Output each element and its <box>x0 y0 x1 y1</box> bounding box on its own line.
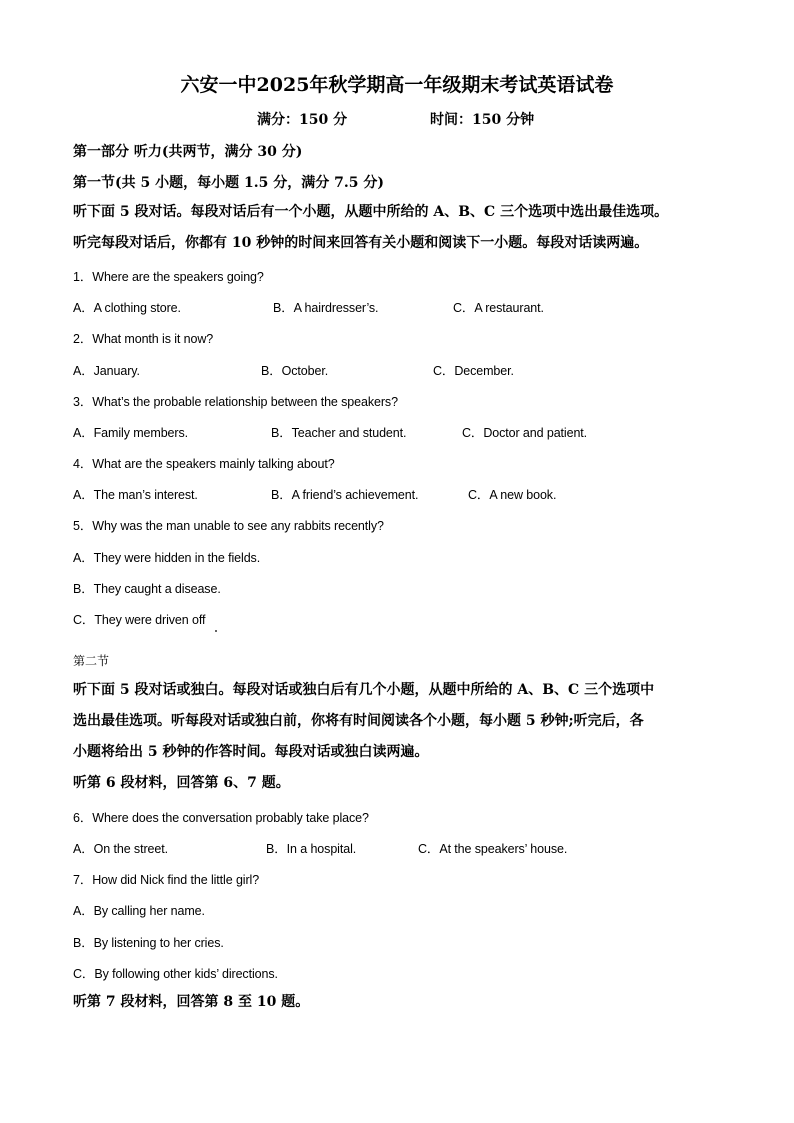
q5-option-c: C．They were driven off <box>73 613 206 627</box>
q3-option-c: C．Doctor and patient. <box>462 426 588 440</box>
q2-option-a: A．January. <box>73 364 140 378</box>
q4-option-a: A．The man’s interest. <box>73 488 198 502</box>
q1-option-a: A．A clothing store. <box>73 301 181 315</box>
section2-instruction-line-1: 听下面 5 段对话或独白。每段对话或独白后有几个小题，从题中所给的 A、B、C 三个选项中 <box>73 682 655 698</box>
q2-option-c: C．December. <box>433 364 514 378</box>
question-5: 5．Why was the man unable to see any rabbits recently? <box>73 519 384 533</box>
q4-option-c: C．A new book. <box>468 488 557 502</box>
full-score: 满分：150 分 <box>257 112 348 128</box>
section1-instruction-line-1: 听下面 5 段对话。每段对话后有一个小题，从题中所给的 A、B、C 三个选项中选出最佳选项。 <box>73 204 669 220</box>
q4-option-b: B．A friend’s achievement. <box>271 488 419 502</box>
section2-instruction-line-2: 选出最佳选项。听每段对话或独白前，你将有时间阅读各个小题，每小题 5 秒钟;听完后，各 <box>73 713 644 729</box>
q3-option-a: A．Family members. <box>73 426 188 440</box>
question-7: 7．How did Nick find the little girl? <box>73 873 260 887</box>
section1-instruction-line-2: 听完每段对话后，你都有 10 秒钟的时间来回答有关小题和阅读下一小题。每段对话读两遍。 <box>73 235 649 251</box>
material-6-heading: 听第 6 段材料，回答第 6、7 题。 <box>73 775 290 791</box>
q6-option-c: C．At the speakers’ house. <box>418 842 568 856</box>
question-2: 2．What month is it now? <box>73 332 214 346</box>
section2-heading: 第二节 <box>73 654 110 668</box>
q1-option-b: B．A hairdresser’s. <box>273 301 379 315</box>
q7-option-a: A．By calling her name. <box>73 904 205 918</box>
stray-mark <box>215 630 217 632</box>
q6-option-a: A．On the street. <box>73 842 168 856</box>
part1-heading: 第一部分 听力(共两节，满分 30 分) <box>73 144 303 160</box>
q6-option-b: B．In a hospital. <box>266 842 357 856</box>
question-1: 1．Where are the speakers going? <box>73 270 264 284</box>
q5-option-b: B．They caught a disease. <box>73 582 221 596</box>
exam-time: 时间：150 分钟 <box>430 112 535 128</box>
q3-option-b: B．Teacher and student. <box>271 426 407 440</box>
material-7-heading: 听第 7 段材料，回答第 8 至 10 题。 <box>73 994 310 1010</box>
q2-option-b: B．October. <box>261 364 329 378</box>
section1-heading: 第一节(共 5 小题，每小题 1.5 分，满分 7.5 分) <box>73 175 384 191</box>
q1-option-c: C．A restaurant. <box>453 301 544 315</box>
question-6: 6．Where does the conversation probably take place? <box>73 811 369 825</box>
q7-option-b: B．By listening to her cries. <box>73 936 224 950</box>
section2-instruction-line-3: 小题将给出 5 秒钟的作答时间。每段对话或独白读两遍。 <box>73 744 429 760</box>
q5-option-a: A．They were hidden in the fields. <box>73 551 261 565</box>
question-3: 3．What’s the probable relationship between the speakers? <box>73 395 398 409</box>
question-4: 4．What are the speakers mainly talking about? <box>73 457 335 471</box>
exam-title: 六安一中2025年秋学期高一年级期末考试英语试卷 <box>180 74 614 96</box>
q7-option-c: C．By following other kids’ directions. <box>73 967 278 981</box>
